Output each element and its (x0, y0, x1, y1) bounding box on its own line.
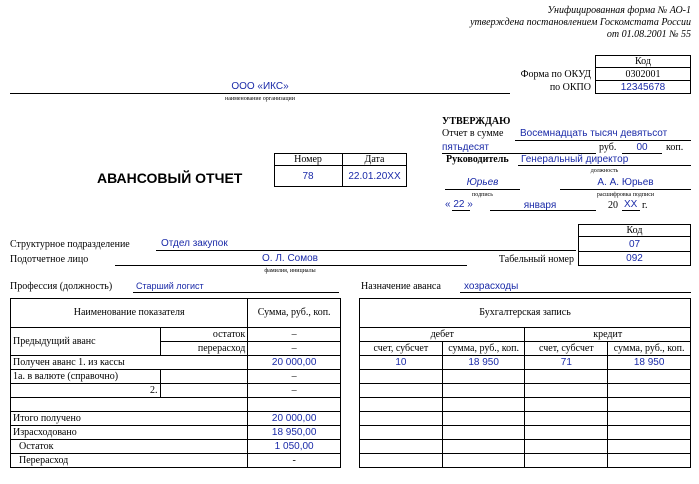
row2-value: – (248, 384, 341, 398)
spent-label: Израсходовано (11, 426, 248, 440)
dept-label: Структурное подразделение (10, 239, 130, 250)
okud-label: Форма по ОКУД (520, 69, 591, 80)
prev-pererashod-value: – (248, 342, 341, 356)
doc-title: АВАНСОВЫЙ ОТЧЕТ (97, 170, 243, 186)
date-month: января (523, 200, 557, 211)
currency-value: – (248, 370, 341, 384)
form-approved: утверждена постановлением Госкомстата России (470, 17, 691, 28)
person-value: О. Л. Сомов (262, 253, 318, 264)
kredit-sum: 18 950 (608, 356, 691, 370)
balance-label: Остаток (11, 440, 248, 454)
date-label: Дата (364, 154, 385, 165)
signature-caption: подпись (472, 192, 493, 198)
prev-ostatok-value: – (248, 328, 341, 342)
kredit-sum-header: сумма, руб., коп. (608, 342, 691, 356)
form-date: от 01.08.2001 № 55 (606, 29, 691, 40)
number-label: Номер (294, 154, 322, 165)
prev-advance-label: Предыдущий аванс (11, 328, 161, 356)
date-value: 22.01.20ХХ (348, 171, 401, 182)
number-value: 78 (302, 171, 314, 182)
kop-value: 00 (636, 142, 648, 153)
position-caption: должность (590, 168, 619, 174)
accounting-title: Бухгалтерская запись (360, 299, 691, 328)
kredit-header: кредит (525, 328, 691, 342)
report-sum-label: Отчет в сумме (442, 128, 504, 139)
accounting-table (359, 298, 691, 468)
overspend-value: - (248, 454, 341, 468)
decoding-caption: расшифровка подписи (596, 192, 655, 198)
spent-value: 18 950,00 (248, 426, 341, 440)
kredit-account: 71 (525, 356, 608, 370)
total-received-value: 20 000,00 (248, 412, 341, 426)
received-value: 20 000,00 (248, 356, 341, 370)
profession-label: Профессия (должность) (10, 281, 113, 292)
ostatok-label: остаток (160, 328, 248, 342)
codes-kod-label: Код (635, 56, 651, 67)
date-day: « 22 » (445, 199, 473, 210)
overspend-label: Перерасход (11, 454, 248, 468)
tab-label: Табельный номер (498, 254, 574, 265)
year-prefix: 20 (608, 200, 618, 211)
advance-table (10, 298, 341, 468)
form-unified: Унифицированная форма № АО-1 (547, 5, 691, 16)
head-position: Генеральный директор (521, 154, 629, 165)
purpose-value: хозрасходы (464, 281, 519, 292)
approve-title: УТВЕРЖДАЮ (442, 116, 511, 127)
signature: Юрьев (466, 177, 499, 188)
okpo-label: по ОКПО (549, 82, 591, 93)
currency-label: 1а. в валюте (справочно) (11, 370, 161, 384)
organization-caption: наименование организации (225, 96, 295, 102)
col-sum-header: Сумма, руб., коп. (248, 299, 341, 328)
year-value: ХХ (624, 199, 638, 210)
debet-account: 10 (360, 356, 443, 370)
person-label: Подотчетное лицо (10, 254, 89, 265)
decoding: А. А. Юрьев (597, 177, 654, 188)
sum-words-2: пятьдесят (442, 142, 490, 153)
organization-name: ООО «ИКС» (231, 81, 289, 92)
head-label: Руководитель (446, 154, 509, 165)
sum-words-1: Восемнадцать тысяч девятьсот (520, 128, 668, 139)
purpose-label: Назначение аванса (361, 281, 441, 292)
dept-code: 07 (628, 239, 641, 250)
debet-sum: 18 950 (442, 356, 525, 370)
debet-header: дебет (360, 328, 525, 342)
person-caption: фамилия, инициалы (264, 268, 316, 274)
pererashod-label: перерасход (160, 342, 248, 356)
year-suffix: г. (642, 200, 648, 211)
okud-value: 0302001 (625, 69, 661, 80)
debet-account-header: счет, субсчет (360, 342, 443, 356)
total-received-label: Итого получено (11, 412, 248, 426)
rub-label: руб. (599, 142, 617, 153)
row2-label: 2. (11, 384, 161, 398)
balance-value: 1 050,00 (248, 440, 341, 454)
col-name-header: Наименование показателя (11, 299, 248, 328)
kredit-account-header: счет, субсчет (525, 342, 608, 356)
kop-label: коп. (666, 142, 684, 153)
dept-value: Отдел закупок (161, 238, 228, 249)
tab-value: 092 (626, 253, 643, 264)
okpo-value: 12345678 (620, 82, 666, 93)
person-kod-label: Код (626, 225, 643, 236)
received-label: Получен аванс 1. из кассы (11, 356, 248, 370)
debet-sum-header: сумма, руб., коп. (442, 342, 525, 356)
profession-value: Старший логист (136, 281, 204, 291)
